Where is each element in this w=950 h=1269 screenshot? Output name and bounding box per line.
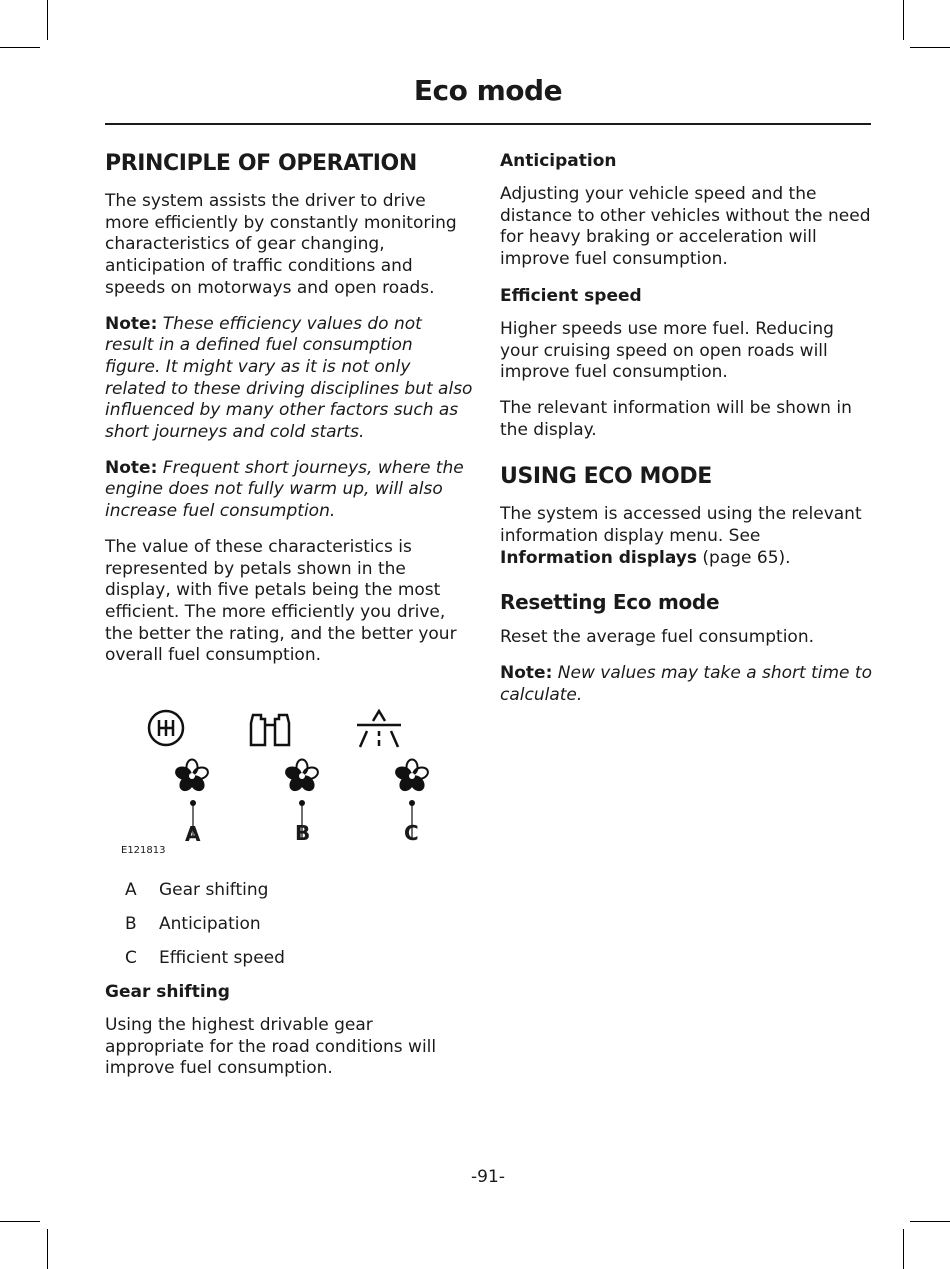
crop-mark	[47, 1229, 48, 1269]
title-divider	[105, 123, 871, 125]
note-label: Note:	[500, 663, 553, 684]
legend-text: Efficient speed	[159, 948, 285, 969]
page-reference: (page 65).	[702, 547, 791, 568]
principle-heading: PRINCIPLE OF OPERATION	[105, 151, 417, 176]
gear-shifting-paragraph: Using the highest drivable gear appropriate for the road conditions will improve fuel consumption.	[105, 1015, 437, 1079]
using-eco-mode-paragraph	[500, 504, 875, 569]
note-text: New values may take a short time to calculate.	[500, 663, 872, 705]
crop-mark	[910, 47, 950, 48]
anticipation-paragraph: Adjusting your vehicle speed and the distance to other vehicles without the need for heavy braking or acceleration will improve fuel consumption.	[500, 184, 871, 270]
gear-shift-icon	[149, 711, 183, 745]
intro-paragraph: The system assists the driver to drive more efficiently by constantly monitoring characteristics of gear changing, anticipation of traffic conditions and speeds on motorways and open roads.	[105, 191, 457, 298]
petal-flower-icon	[285, 760, 320, 793]
crop-mark	[903, 0, 904, 40]
legend-text: Gear shifting	[159, 880, 269, 901]
note-efficiency	[105, 314, 473, 444]
crop-mark	[47, 0, 48, 40]
note-new-values	[500, 663, 875, 706]
left-column	[105, 150, 473, 1094]
using-text: The system is accessed using the relevant information display menu. See	[500, 504, 862, 547]
note-label: Note:	[105, 313, 158, 334]
binoculars-icon	[251, 715, 289, 745]
crop-mark	[0, 47, 40, 48]
legend-item	[125, 913, 473, 935]
efficient-speed-heading: Efficient speed	[500, 285, 642, 306]
legend-key: A	[125, 880, 137, 901]
note-text: These efficiency values do not result in a defined fuel consumption figure. It might vary as it is not only related to these driving disciplines but also influenced by many other factors such as short journeys and cold starts.	[105, 313, 473, 443]
using-eco-mode-heading: USING ECO MODE	[500, 464, 712, 490]
resetting-paragraph: Reset the average fuel consumption.	[500, 627, 815, 648]
crop-mark	[910, 1221, 950, 1222]
display-paragraph: The relevant information will be shown in the display.	[500, 397, 852, 440]
petals-paragraph: The value of these characteristics is represented by petals shown in the display, with five petals being the most efficient. The more efficiently you drive, the better the rating, and the better your overall fuel consumption.	[105, 536, 457, 666]
petal-flower-icon	[175, 760, 210, 793]
note-short-journeys	[105, 458, 473, 523]
resetting-heading: Resetting Eco mode	[500, 590, 720, 615]
legend-item	[125, 879, 473, 901]
figure-label-b: B	[295, 821, 311, 846]
note-text: Frequent short journeys, where the engine does not fully warm up, will also increase fuel consumption.	[105, 457, 464, 522]
legend-key: C	[125, 948, 137, 969]
efficient-speed-paragraph: Higher speeds use more fuel. Reducing your cruising speed on open roads will improve fuel consumption.	[500, 318, 834, 383]
gear-shifting-heading: Gear shifting	[105, 982, 230, 1003]
information-displays-link[interactable]: Information displays	[500, 547, 697, 568]
figure-id: E121813	[121, 845, 166, 857]
page-number: -91-	[471, 1167, 505, 1187]
crop-mark	[903, 1229, 904, 1269]
eco-petals-figure	[105, 681, 473, 859]
road-icon	[357, 711, 401, 747]
figure-label-c: C	[404, 821, 419, 846]
crop-mark	[0, 1221, 40, 1222]
legend-item	[125, 947, 473, 969]
legend-key: B	[125, 914, 137, 935]
page-title: Eco mode	[413, 74, 563, 107]
petal-flower-icon	[395, 760, 430, 793]
figure-label-a: A	[185, 822, 201, 847]
note-label: Note:	[105, 457, 158, 478]
right-column	[500, 150, 875, 721]
legend-text: Anticipation	[159, 914, 261, 935]
anticipation-heading: Anticipation	[500, 151, 617, 171]
